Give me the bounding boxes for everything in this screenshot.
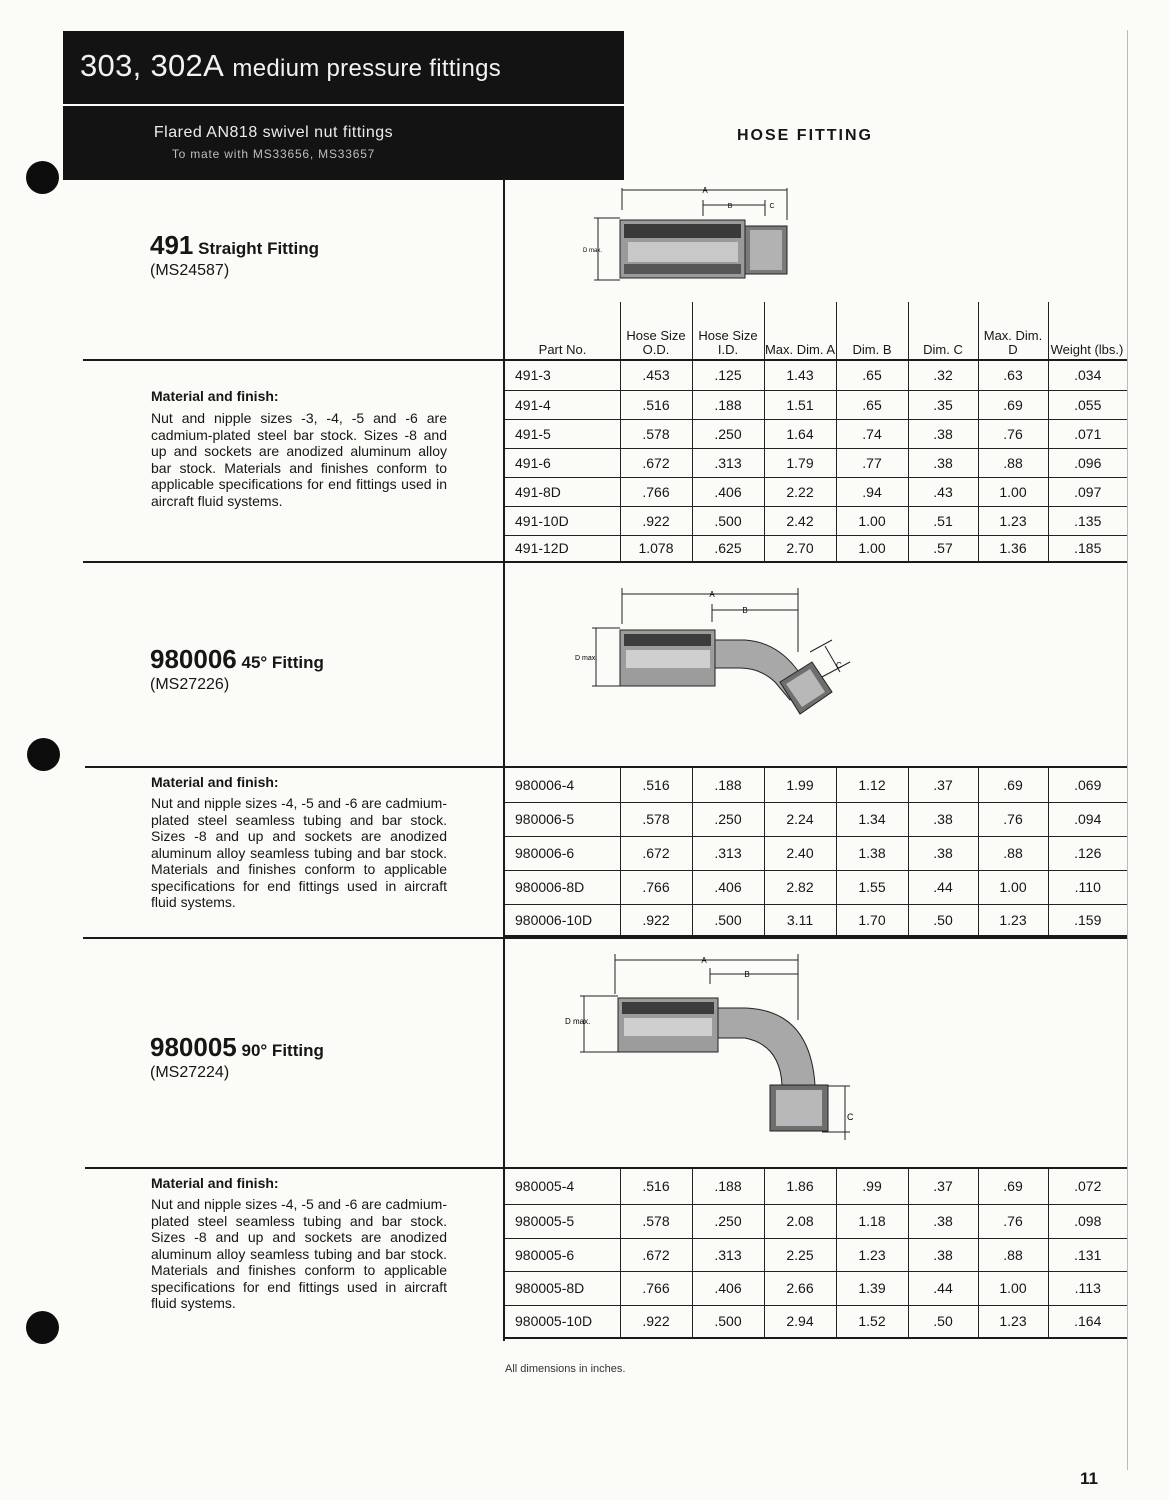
dim-d: 1.00 [978, 477, 1048, 506]
weight: .110 [1048, 870, 1127, 904]
hose-id: .500 [692, 904, 764, 936]
binder-hole [26, 161, 59, 194]
weight: .159 [1048, 904, 1127, 936]
dim-c: .50 [908, 1305, 978, 1338]
mating-note: To mate with MS33656, MS33657 [171, 147, 376, 161]
hose-od: .766 [620, 1271, 692, 1305]
table-row [505, 390, 1127, 419]
straight-fitting-drawing [580, 180, 800, 290]
page-subtitle: Flared AN818 swivel nut fittings [153, 124, 394, 141]
weight: .131 [1048, 1238, 1127, 1271]
dim-a: 1.79 [764, 448, 836, 477]
dim-b: 1.18 [836, 1204, 908, 1238]
fitting-spec: (MS24587) [150, 262, 230, 279]
hose-od: .922 [620, 1305, 692, 1338]
col-hose-id: Hose Size I.D. [698, 328, 758, 357]
fitting-title [150, 644, 324, 675]
header-divider [63, 104, 624, 106]
part-no: 980005-8D [505, 1271, 620, 1305]
material-heading: Material and finish: [151, 1175, 279, 1191]
table-row [505, 448, 1127, 477]
hose-od: .922 [620, 506, 692, 535]
part-no: 980006-8D [505, 870, 620, 904]
dim-d: .76 [978, 1204, 1048, 1238]
dim-b: 1.12 [836, 768, 908, 802]
hose-od: 1.078 [620, 535, 692, 562]
hose-od: .766 [620, 870, 692, 904]
dim-b: .65 [836, 390, 908, 419]
part-no: 980005-6 [505, 1238, 620, 1271]
fitting-title [150, 230, 319, 261]
hose-id: .125 [692, 361, 764, 390]
weight: .072 [1048, 1169, 1127, 1204]
dim-c: .37 [908, 1169, 978, 1204]
weight: .098 [1048, 1204, 1127, 1238]
binder-hole [27, 738, 60, 771]
dim-c-label: C [836, 661, 842, 670]
dim-a: 2.40 [764, 836, 836, 870]
dim-a: 1.64 [764, 419, 836, 448]
table-row [505, 1169, 1127, 1204]
dim-d: .76 [978, 419, 1048, 448]
hose-od: .766 [620, 477, 692, 506]
dim-d: .88 [978, 448, 1048, 477]
fitting-name: 90° Fitting [241, 1041, 324, 1060]
page-title [80, 48, 501, 84]
part-no: 980006-4 [505, 768, 620, 802]
part-no: 980005-5 [505, 1204, 620, 1238]
90-degree-fitting-drawing [560, 950, 870, 1145]
hose-id: .313 [692, 448, 764, 477]
table-row [505, 1204, 1127, 1238]
dim-d-label: D max. [565, 1017, 591, 1026]
dim-c-label: C [847, 1112, 854, 1122]
dim-d: .88 [978, 836, 1048, 870]
fitting-name: Straight Fitting [198, 239, 319, 258]
dim-c: .38 [908, 448, 978, 477]
fitting-spec: (MS27224) [150, 1064, 230, 1081]
dim-b: 1.52 [836, 1305, 908, 1338]
weight: .055 [1048, 390, 1127, 419]
table-row [505, 1271, 1127, 1305]
part-no: 980006-5 [505, 802, 620, 836]
section-label: HOSE FITTING [737, 127, 873, 144]
title-model: 303, 302A [80, 48, 225, 83]
part-no: 491-8D [505, 477, 620, 506]
part-no: 980006-6 [505, 836, 620, 870]
dim-a: 2.08 [764, 1204, 836, 1238]
dim-a: 2.66 [764, 1271, 836, 1305]
dim-c: .32 [908, 361, 978, 390]
dim-b-label: B [744, 970, 750, 979]
hose-id: .500 [692, 506, 764, 535]
dim-c: .37 [908, 768, 978, 802]
45-degree-fitting-drawing [570, 582, 870, 732]
col-dim-b: Dim. B [852, 342, 892, 357]
hose-od: .578 [620, 802, 692, 836]
hose-id: .250 [692, 1204, 764, 1238]
dim-b: 1.38 [836, 836, 908, 870]
hose-id: .625 [692, 535, 764, 562]
part-no: 980005-4 [505, 1169, 620, 1204]
weight: .135 [1048, 506, 1127, 535]
weight: .069 [1048, 768, 1127, 802]
fitting-number: 980006 [150, 644, 237, 674]
part-no: 491-5 [505, 419, 620, 448]
table-row [505, 904, 1127, 936]
hose-od: .516 [620, 1169, 692, 1204]
hose-id: .500 [692, 1305, 764, 1338]
dim-a: 2.70 [764, 535, 836, 562]
material-text: Nut and nipple sizes -4, -5 and -6 are cadmium-plated steel seamless tubing and bar stock. Sizes -8 and up and sockets are anodized aluminum alloy seamless tubing and bar stock. Materials and finishes conform to applicable specifications for end fittings used in aircraft fluid systems. [151, 795, 447, 910]
hose-od: .578 [620, 419, 692, 448]
material-text: Nut and nipple sizes -4, -5 and -6 are cadmium-plated steel seamless tubing and bar stock. Sizes -8 and up and sockets are anodized aluminum alloy seamless tubing and bar stock. Materials and finishes conform to applicable specifications for end fittings used in aircraft fluid systems. [151, 1196, 447, 1311]
page-edge [1127, 30, 1128, 1470]
table-row [505, 477, 1127, 506]
dim-d: 1.36 [978, 535, 1048, 562]
weight: .071 [1048, 419, 1127, 448]
binder-hole [26, 1311, 59, 1344]
dim-a: 2.94 [764, 1305, 836, 1338]
dim-b: 1.00 [836, 506, 908, 535]
weight: .034 [1048, 361, 1127, 390]
hose-od: .672 [620, 448, 692, 477]
part-no: 491-10D [505, 506, 620, 535]
material-text: Nut and nipple sizes -3, -4, -5 and -6 are cadmium-plated steel bar stock. Sizes -8 and up and sockets are anodized aluminum alloy bar stock. Materials and finishes conform to applicable specifications for end fittings used in aircraft fluid systems. [151, 410, 447, 509]
weight: .126 [1048, 836, 1127, 870]
dim-c: .50 [908, 904, 978, 936]
dim-c: .44 [908, 870, 978, 904]
hose-id: .188 [692, 1169, 764, 1204]
dim-a: 1.86 [764, 1169, 836, 1204]
table-row [505, 535, 1127, 562]
weight: .164 [1048, 1305, 1127, 1338]
dim-d: .76 [978, 802, 1048, 836]
dim-c: .57 [908, 535, 978, 562]
dim-b: .65 [836, 361, 908, 390]
dim-d: .69 [978, 390, 1048, 419]
dim-c: .44 [908, 1271, 978, 1305]
column-headers [505, 302, 1127, 359]
dim-a: 2.42 [764, 506, 836, 535]
dim-b: .94 [836, 477, 908, 506]
dim-b: .99 [836, 1169, 908, 1204]
dim-b: 1.55 [836, 870, 908, 904]
table-row [505, 1238, 1127, 1271]
part-no: 491-4 [505, 390, 620, 419]
table-491 [505, 361, 1127, 563]
col-dim-c: Dim. C [923, 342, 963, 357]
table-row [505, 361, 1127, 390]
section-rule [83, 937, 1127, 939]
hose-id: .250 [692, 419, 764, 448]
title-rest: medium pressure fittings [232, 55, 502, 82]
part-no: 980005-10D [505, 1305, 620, 1338]
dim-c: .38 [908, 802, 978, 836]
hose-id: .406 [692, 477, 764, 506]
dim-d: .69 [978, 768, 1048, 802]
dim-d: 1.23 [978, 506, 1048, 535]
dim-b: 1.39 [836, 1271, 908, 1305]
fitting-number: 491 [150, 230, 194, 260]
table-row [505, 768, 1127, 802]
hose-od: .516 [620, 768, 692, 802]
dim-d: 1.23 [978, 1305, 1048, 1338]
fitting-number: 980005 [150, 1032, 237, 1062]
footnote: All dimensions in inches. [505, 1363, 626, 1375]
dim-a: 1.99 [764, 768, 836, 802]
hose-od: .516 [620, 390, 692, 419]
table-row [505, 1305, 1127, 1338]
dim-b: 1.70 [836, 904, 908, 936]
dim-a: 2.82 [764, 870, 836, 904]
dim-c: .35 [908, 390, 978, 419]
table-row [505, 419, 1127, 448]
dim-c-label: C [769, 203, 775, 210]
hose-id: .313 [692, 836, 764, 870]
hose-od: .453 [620, 361, 692, 390]
dim-b: 1.23 [836, 1238, 908, 1271]
dim-d-label: D max. [575, 655, 598, 662]
weight: .097 [1048, 477, 1127, 506]
weight: .113 [1048, 1271, 1127, 1305]
hose-od: .672 [620, 1238, 692, 1271]
col-hose-od: Hose Size O.D. [626, 328, 686, 357]
fitting-spec: (MS27226) [150, 676, 230, 693]
dim-d: .88 [978, 1238, 1048, 1271]
page-number: 11 [1080, 1469, 1098, 1488]
hose-id: .188 [692, 768, 764, 802]
dim-a: 2.22 [764, 477, 836, 506]
part-no: 491-12D [505, 535, 620, 562]
dim-d-label: D max. [583, 248, 603, 254]
dim-a-label: A [702, 186, 708, 195]
dim-d: 1.23 [978, 904, 1048, 936]
dim-a-label: A [701, 956, 707, 965]
dim-b: .77 [836, 448, 908, 477]
fitting-name: 45° Fitting [241, 653, 324, 672]
dim-b-label: B [727, 203, 733, 210]
dim-a: 3.11 [764, 904, 836, 936]
dim-c: .38 [908, 1204, 978, 1238]
dim-d: 1.00 [978, 870, 1048, 904]
dim-a: 2.25 [764, 1238, 836, 1271]
weight: .096 [1048, 448, 1127, 477]
table-row [505, 506, 1127, 535]
fitting-title [150, 1032, 324, 1063]
hose-id: .188 [692, 390, 764, 419]
dim-b: 1.00 [836, 535, 908, 562]
dim-b-label: B [742, 606, 748, 615]
hose-id: .406 [692, 870, 764, 904]
dim-a: 2.24 [764, 802, 836, 836]
table-980005 [505, 1169, 1127, 1339]
material-heading: Material and finish: [151, 774, 279, 790]
hose-id: .406 [692, 1271, 764, 1305]
hose-od: .672 [620, 836, 692, 870]
dim-d: .69 [978, 1169, 1048, 1204]
dim-a-label: A [709, 590, 715, 599]
table-row [505, 802, 1127, 836]
part-no: 491-3 [505, 361, 620, 390]
material-heading: Material and finish: [151, 388, 279, 404]
dim-c: .51 [908, 506, 978, 535]
col-max-dim-d: Max. Dim. D [983, 328, 1043, 357]
dim-d: 1.00 [978, 1271, 1048, 1305]
table-row [505, 836, 1127, 870]
col-max-dim-a: Max. Dim. A [764, 342, 836, 357]
part-no: 491-6 [505, 448, 620, 477]
hose-id: .250 [692, 802, 764, 836]
col-part-no: Part No. [538, 342, 587, 357]
table-row [505, 870, 1127, 904]
table-980006 [505, 768, 1127, 937]
dim-d: .63 [978, 361, 1048, 390]
weight: .185 [1048, 535, 1127, 562]
dim-b: .74 [836, 419, 908, 448]
dim-c: .38 [908, 1238, 978, 1271]
dim-a: 1.51 [764, 390, 836, 419]
col-weight: Weight (lbs.) [1050, 342, 1124, 357]
hose-od: .578 [620, 1204, 692, 1238]
dim-c: .43 [908, 477, 978, 506]
hose-id: .313 [692, 1238, 764, 1271]
part-no: 980006-10D [505, 904, 620, 936]
dim-c: .38 [908, 836, 978, 870]
dim-c: .38 [908, 419, 978, 448]
dim-a: 1.43 [764, 361, 836, 390]
weight: .094 [1048, 802, 1127, 836]
dim-b: 1.34 [836, 802, 908, 836]
hose-od: .922 [620, 904, 692, 936]
